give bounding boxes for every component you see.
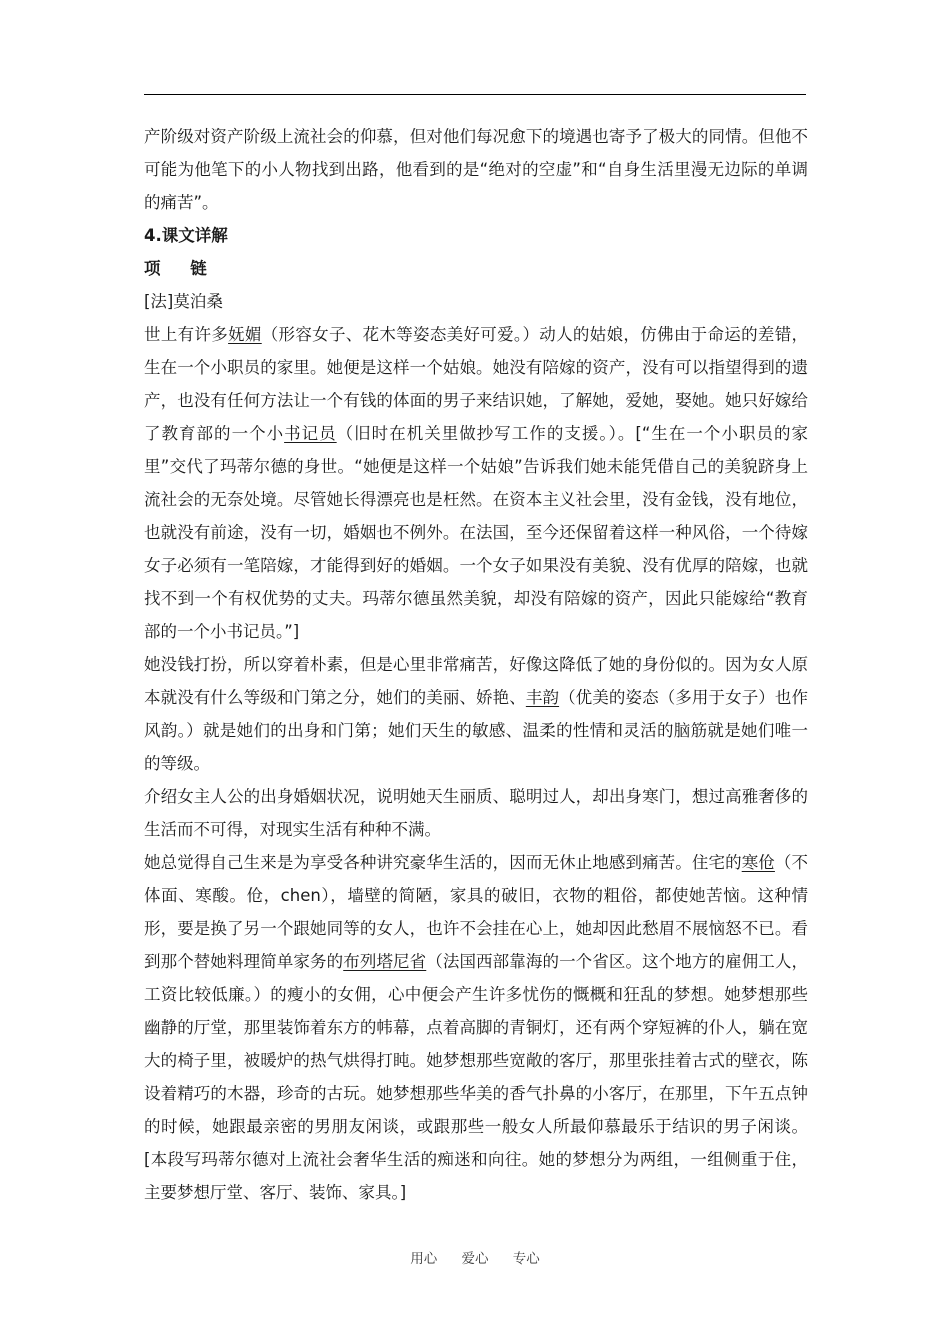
annotated-term: 寒伧: [741, 853, 775, 872]
text-run: 她没钱打扮，所以穿着朴素，但是心里非常痛苦，好像这降低了她的身份似的。因为女人原本就没有什么等级和门第之分，她们的美丽、娇艳、: [144, 655, 808, 707]
annotated-term: 布列塔尼省: [343, 952, 427, 971]
author-line: [法]莫泊桑: [144, 292, 223, 311]
annotated-term: 书记员: [284, 424, 337, 443]
paragraph-1: [144, 318, 808, 648]
paragraph-2: [144, 648, 808, 780]
page-footer: 用心 爱心 专心: [410, 1251, 540, 1267]
text-run: 世上有许多: [144, 325, 229, 344]
text-run: （法国西部靠海的一个省区。这个地方的雇佣工人，工资比较低廉。）的瘦小的女佣，心中便会产生许多忧伤的慨概和狂乱的梦想。她梦想那些幽静的厅堂，那里装饰着东方的帏幕，点着高脚的青铜灯，还有两个穿短裤的仆人，躺在宽大的椅子里，被暖炉的热气烘得打盹。她梦想那些宽敞的客厅，那里张挂着古式的壁衣，陈设着精巧的木器，珍奇的古玩。她梦想那些华美的香气扑鼻的小客厅，在那里，下午五点钟的时候，她跟最亲密的男朋友闲谈，或跟那些一般女人所最仰慕最乐于结识的男子闲谈。[本段写玛蒂尔德对上流社会奢华生活的痴迷和向往。她的梦想分为两组，一组侧重于住，主要梦想厅堂、客厅、装饰、家具。]: [144, 952, 809, 1202]
header-rule: [144, 94, 806, 95]
text-run: （优美的姿态（多用于女子）也作风韵。）就是她们的出身和门第；她们天生的敏感、温柔的性情和灵活的脑筋就是她们唯一的等级。: [144, 688, 809, 773]
text-run: 她总觉得自己生来是为享受各种讲究豪华生活的，因而无休止地感到痛苦。住宅的: [144, 853, 742, 872]
paragraph-3: 介绍女主人公的出身婚姻状况，说明她天生丽质、聪明过人，却出身寒门，想过高雅奢侈的生活而不可得，对现实生活有种种不满。: [144, 787, 808, 839]
text-run: （形容女子、花木等姿态美好可爱。）动人的姑娘，仿佛由于命运的差错，生在一个小职员的家里。她便是这样一个姑娘。她没有陪嫁的资产，没有可以指望得到的遗产，也没有任何方法让一个有钱的体面的男子来结识她，了解她，爱她，娶她。她只好嫁给了教育部的一个小: [144, 325, 809, 443]
annotated-term: 丰韵: [525, 688, 560, 707]
section-heading: 4.课文详解: [144, 226, 228, 245]
annotated-term: 妩媚: [228, 325, 262, 344]
paragraph-4: [144, 846, 808, 1209]
text-run: （旧时在机关里做抄写工作的支援。）。[“生在一个小职员的家里”交代了玛蒂尔德的身世。“她便是这样一个姑娘”告诉我们她未能凭借自己的美貌跻身上流社会的无奈处境。尽管她长得漂亮也是枉然。在资本主义社会里，没有金钱，没有地位，也就没有前途，没有一切，婚姻也不例外。在法国，至今还保留着这样一种风俗，一个待嫁女子必须有一笔陪嫁，才能得到好的婚姻。一个女子如果没有美貌、没有优厚的陪嫁，也就找不到一个有权优势的丈夫。玛蒂尔德虽然美貌，却没有陪嫁的资产，因此只能嫁给“教育部的一个小书记员。”]: [144, 424, 808, 641]
text-run: （不体面、寒酸。伧，chen），墙壁的简陋，家具的破旧，衣物的粗俗，都使她苦恼。这种情形，要是换了另一个跟她同等的女人，也许不会挂在心上，她却因此愁眉不展恼怒不已。看到那个替她料理简单家务的: [144, 853, 809, 971]
page-content: [144, 120, 808, 1209]
story-title: 项 链: [144, 259, 219, 278]
continuation-paragraph: 产阶级对资产阶级上流社会的仰慕，但对他们每况愈下的境遇也寄予了极大的同情。但他不可能为他笔下的小人物找到出路，他看到的是“绝对的空虚”和“自身生活里漫无边际的单调的痛苦”。: [144, 127, 808, 212]
